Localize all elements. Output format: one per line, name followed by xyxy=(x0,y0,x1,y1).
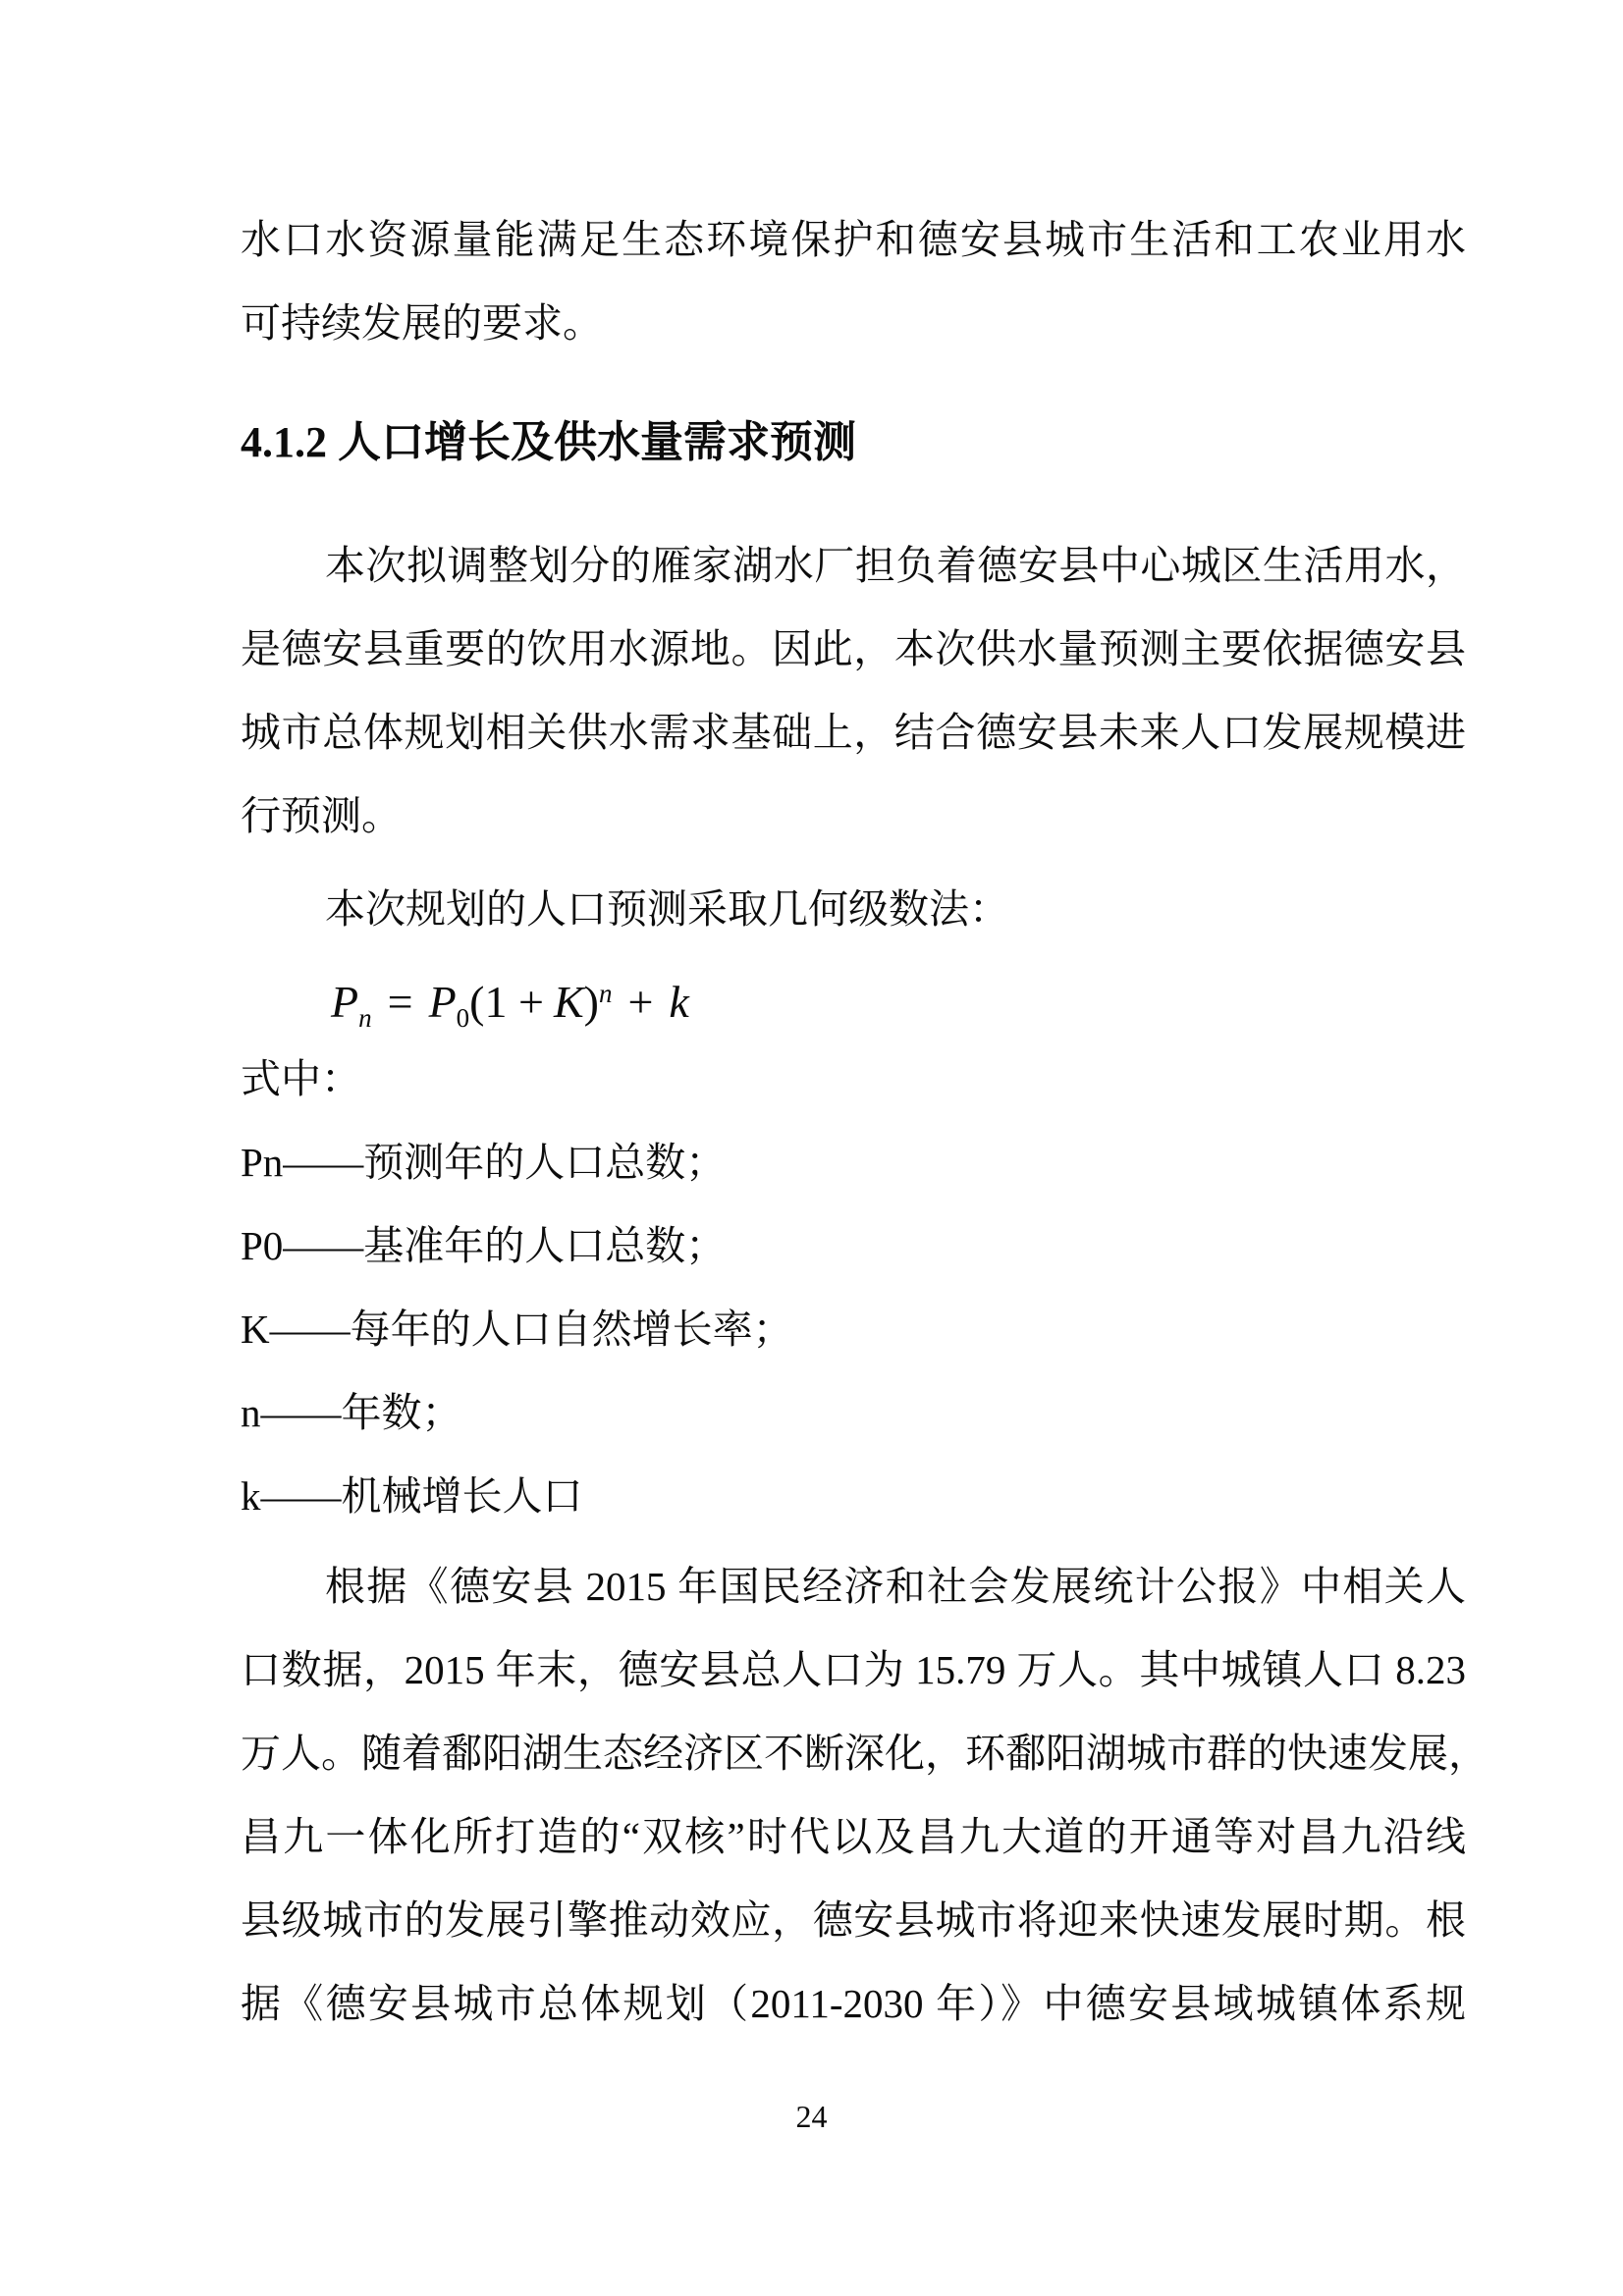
paragraph-line: 口数据，2015 年末，德安县总人口为 15.79 万人。其中城镇人口 8.23 xyxy=(241,1647,1466,1692)
page-number: 24 xyxy=(795,2099,828,2134)
formula-symbol-p0: P xyxy=(428,976,457,1027)
formula-close-group: ) xyxy=(583,976,599,1027)
formula-equals-sign: = xyxy=(387,976,413,1027)
formula-variable-definition: n——年数； xyxy=(241,1390,462,1435)
paragraph-line: 根据《德安县 2015 年国民经济和社会发展统计公报》中相关人 xyxy=(325,1564,1466,1609)
paragraph-line: 昌九一体化所打造的“双核”时代以及昌九大道的开通等对昌九沿线 xyxy=(241,1814,1466,1859)
page-body xyxy=(241,198,1488,2046)
formula-exponent-n: n xyxy=(598,979,613,1008)
paragraph-line: 是德安县重要的饮用水源地。因此，本次供水量预测主要依据德安县 xyxy=(241,626,1466,671)
section-heading: 4.1.2 人口增长及供水量需求预测 xyxy=(241,418,856,466)
paragraph-line: 城市总体规划相关供水需求基础上，结合德安县未来人口发展规模进 xyxy=(241,710,1466,755)
formula-open-group: (1 + xyxy=(469,976,544,1027)
formula-subscript-n: n xyxy=(358,1003,372,1034)
formula-variable-definition: Pn——预测年的人口总数； xyxy=(241,1140,727,1185)
formula-subscript-zero: 0 xyxy=(456,1003,470,1034)
method-intro-line: 本次规划的人口预测采取几何级数法： xyxy=(325,886,1009,932)
formula-variable-definition: P0——基准年的人口总数； xyxy=(241,1223,727,1268)
formula-plus-sign: + xyxy=(627,976,654,1027)
formula-symbol-k-mech: k xyxy=(669,976,689,1027)
paragraph-line: 行预测。 xyxy=(241,793,402,838)
population-growth-formula xyxy=(241,952,1466,1036)
formula-symbol-k-rate: K xyxy=(553,976,584,1027)
paragraph-line: 县级城市的发展引擎推动效应，德安县城市将迎来快速发展时期。根 xyxy=(241,1897,1466,1943)
paragraph-line: 可持续发展的要求。 xyxy=(241,300,603,346)
paragraph-line: 万人。随着鄱阳湖生态经济区不断深化，环鄱阳湖城市群的快速发展， xyxy=(241,1731,1488,1776)
paragraph-line: 据《德安县城市总体规划（2011-2030 年）》中德安县域城镇体系规 xyxy=(241,1981,1466,2026)
formula-variable-definition: K——每年的人口自然增长率； xyxy=(241,1307,793,1352)
paragraph-line: 本次拟调整划分的雁家湖水厂担负着德安县中心城区生活用水， xyxy=(325,543,1466,588)
formula-symbol-pn: P xyxy=(331,976,359,1027)
paragraph-line: 水口水资源量能满足生态环境保护和德安县城市生活和工农业用水 xyxy=(241,217,1466,262)
formula-variable-definition: k——机械增长人口 xyxy=(241,1473,583,1519)
formula-legend-label: 式中： xyxy=(241,1056,361,1101)
